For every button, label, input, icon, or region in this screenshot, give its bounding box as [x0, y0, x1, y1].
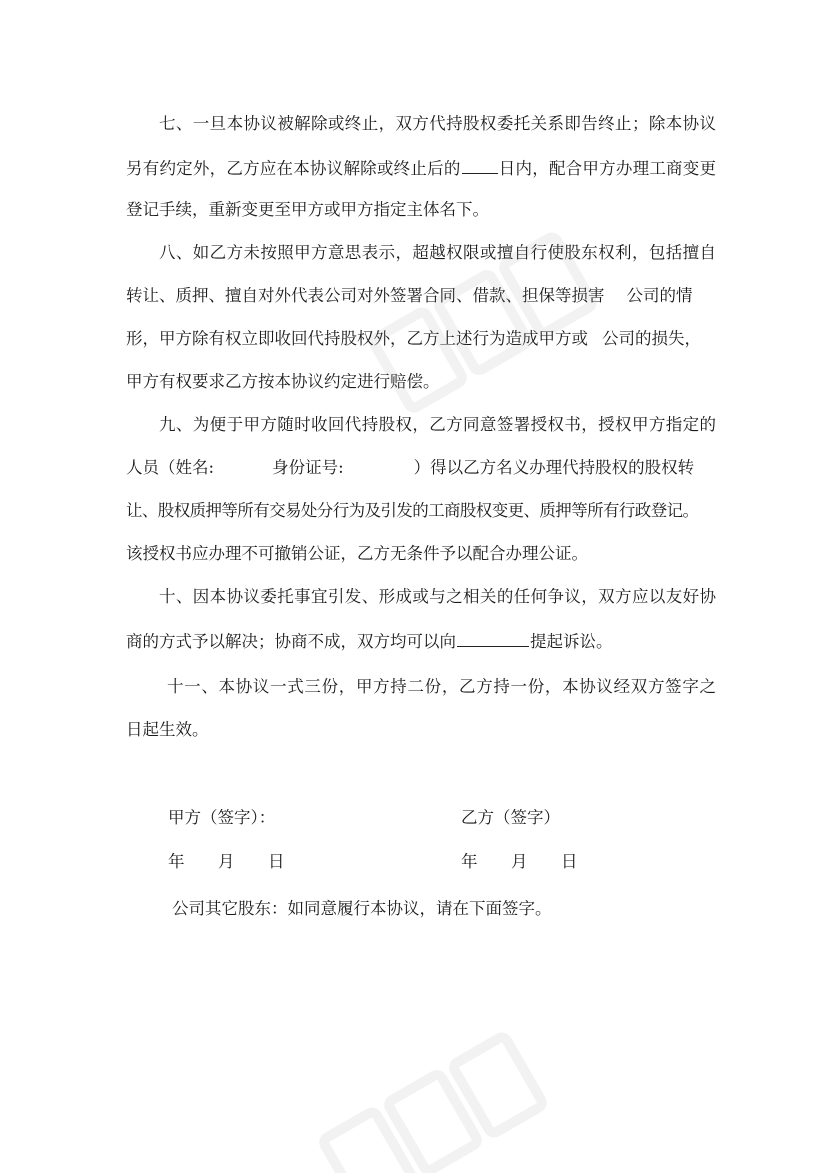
clause-7-line-1: 七、一旦本协议被解除或终止，双方代持股权委托关系即告终止；除本协议 [159, 114, 716, 133]
party-a-month: 月 [218, 852, 235, 871]
clause-7-text-a: 另有约定外，乙方应在本协议解除或终止后的 [126, 159, 461, 178]
party-b-month: 月 [511, 852, 528, 871]
party-a-signature-label: 甲方（签字）： [168, 808, 276, 827]
clause-9-line-3: 让、股权质押等所有交易处分行为及引发的工商股权变更、质押等所有行政登记。 [126, 501, 699, 520]
clause-10-text-b: 提起诉讼。 [530, 632, 613, 651]
clause-11-line-2: 日起生效。 [126, 720, 209, 739]
court-blank [457, 628, 529, 647]
days-blank [462, 155, 498, 174]
clause-10-text-a: 商的方式予以解决；协商不成，双方均可以向 [126, 632, 456, 651]
clause-7-line-3: 登记手续，重新变更至甲方或甲方指定主体名下。 [126, 200, 489, 219]
clause-9-line-1: 九、为便于甲方随时收回代持股权，乙方同意签署授权书，授权甲方指定的 [159, 415, 716, 434]
party-a-year: 年 [168, 852, 185, 871]
party-b-signature-label: 乙方（签字） [461, 808, 560, 827]
id-number-label: 身份证号: [272, 458, 344, 477]
clause-9-line-2 [126, 456, 716, 480]
clause-9-text-c: ）得以乙方名义办理代持股权的股权转 [413, 458, 695, 477]
clause-9-line-4: 该授权书应办理不可撤销公证，乙方无条件予以配合办理公证。 [126, 544, 588, 563]
clause-7-text-b: 日内，配合甲方办理工商变更 [498, 159, 716, 178]
clause-8-line-4: 甲方有权要求乙方按本协议约定进行赔偿。 [126, 372, 440, 391]
clause-8-line-1: 八、如乙方未按照甲方意思表示，超越权限或擅自行使股东权利，包括擅自 [159, 243, 716, 262]
clause-8-line-2 [126, 284, 716, 308]
clause-8-text-d: 公司的损失， [602, 329, 701, 348]
clause-11-line-1: 十一、本协议一式三份，甲方持二份，乙方持一份，本协议经双方签字之 [167, 677, 716, 696]
other-shareholders-note: 公司其它股东：如同意履行本协议，请在下面签字。 [172, 899, 552, 918]
clause-8-line-3 [126, 327, 716, 351]
party-b-day: 日 [561, 852, 578, 871]
clause-7-line-2 [126, 155, 716, 179]
clause-8-text-c: 形，甲方除有权立即收回代持股权外，乙方上述行为造成甲方或 [126, 329, 588, 348]
name-label: 人员（姓名: [126, 458, 215, 477]
clause-10-line-1: 十、因本协议委托事宜引发、形成或与之相关的任何争议，双方应以友好协 [159, 587, 716, 606]
clause-8-text-a: 转让、质押、擅自对外代表公司对外签署合同、借款、担保等损害 [126, 286, 605, 305]
clause-8-text-b: 公司的情 [626, 286, 693, 305]
party-b-year: 年 [461, 852, 478, 871]
party-a-day: 日 [268, 852, 285, 871]
clause-10-line-2 [126, 628, 716, 652]
